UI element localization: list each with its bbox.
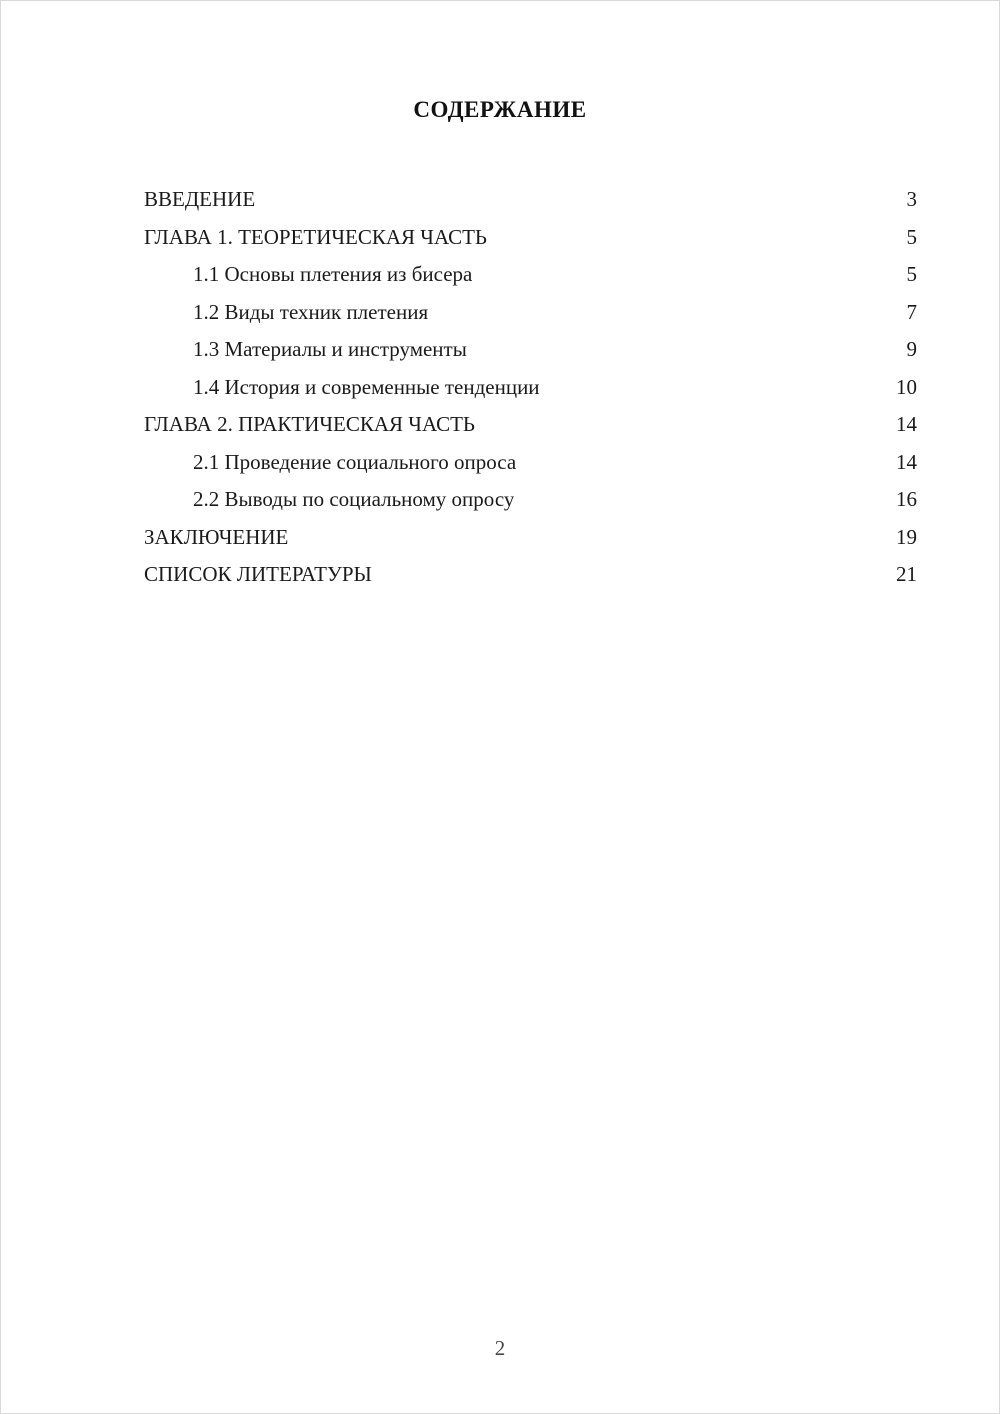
toc-entry-label: 1.1 Основы плетения из бисера <box>193 262 473 286</box>
toc-entry-label: ГЛАВА 1. ТЕОРЕТИЧЕСКАЯ ЧАСТЬ <box>144 224 487 249</box>
toc-entry-label: 1.4 История и современные тенденции <box>193 374 540 399</box>
toc-entry-page: 10 <box>896 374 917 399</box>
footer-page-number: 2 <box>494 1336 506 1360</box>
toc-entry-label: ВВЕДЕНИЕ <box>144 187 256 211</box>
toc-entry-label: 1.3 Материалы и инструменты <box>193 337 467 361</box>
toc-entry-label: 2.2 Выводы по социальному опросу <box>193 487 515 511</box>
toc-entry-page: 5 <box>906 224 917 249</box>
toc-list <box>144 181 917 594</box>
toc-row <box>144 519 917 557</box>
toc-entry-page: 16 <box>896 487 917 511</box>
toc-entry-label: ГЛАВА 2. ПРАКТИЧЕСКАЯ ЧАСТЬ <box>144 412 475 436</box>
toc-row <box>144 481 917 519</box>
toc-row <box>144 331 917 369</box>
toc-entry-page: 9 <box>906 337 917 361</box>
toc-entry-label: 1.2 Виды техник плетения <box>193 299 429 324</box>
toc-entry-page: 3 <box>906 187 917 211</box>
toc-entry-page: 14 <box>896 412 917 436</box>
toc-entry-label: 2.1 Проведение социального опроса <box>193 449 517 474</box>
toc-entry-page: 21 <box>896 562 917 586</box>
toc-row <box>144 256 917 294</box>
toc-row <box>144 406 917 444</box>
toc-entry-page: 5 <box>906 262 917 286</box>
toc-title: СОДЕРЖАНИЕ <box>413 97 587 122</box>
toc-entry-label: ЗАКЛЮЧЕНИЕ <box>144 524 289 549</box>
toc-row <box>144 556 917 594</box>
toc-row <box>144 219 917 257</box>
toc-row <box>144 369 917 407</box>
toc-entry-page: 19 <box>896 524 917 549</box>
toc-row <box>144 181 917 219</box>
toc-row <box>144 294 917 332</box>
toc-entry-label: СПИСОК ЛИТЕРАТУРЫ <box>144 562 372 586</box>
toc-entry-page: 14 <box>896 449 917 474</box>
toc-entry-page: 7 <box>906 299 917 324</box>
toc-row <box>144 444 917 482</box>
